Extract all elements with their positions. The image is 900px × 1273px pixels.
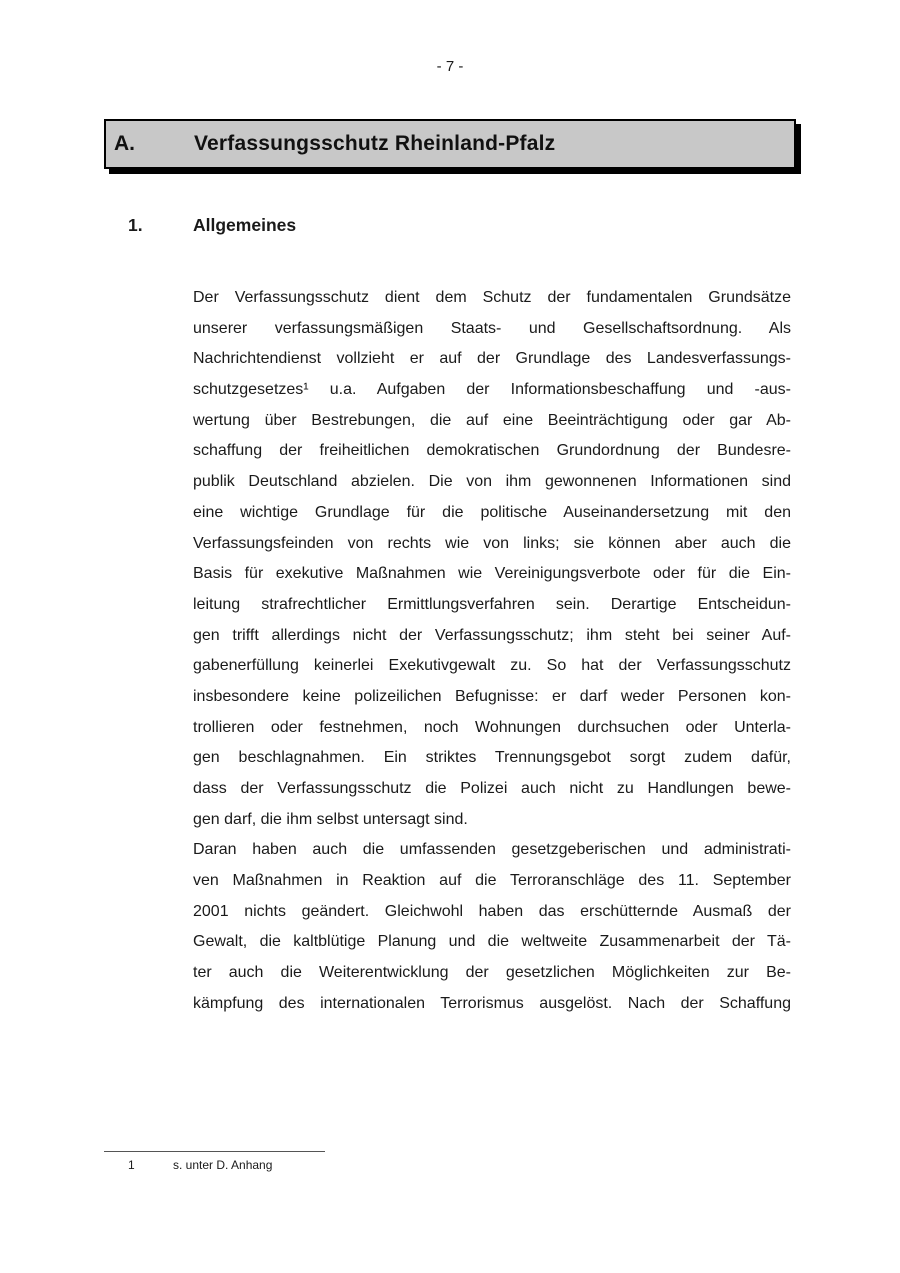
body-line: Gewalt, die kaltblütige Planung und die weltweite Zusammenarbeit der Tä-	[193, 933, 791, 951]
body-line: kämpfung des internationalen Terrorismus ausgelöst. Nach der Schaffung	[193, 994, 791, 1012]
body-line: unserer verfassungsmäßigen Staats- und Gesellschaftsordnung. Als	[193, 319, 791, 337]
body-line: ven Maßnahmen in Reaktion auf die Terroranschläge des 11. September	[193, 872, 791, 890]
paragraph-1	[193, 283, 791, 835]
footnote-area	[104, 1151, 325, 1172]
body-line: ter auch die Weiterentwicklung der gesetzlichen Möglichkeiten zur Be-	[193, 964, 791, 982]
body-line: Nachrichtendienst vollzieht er auf der Grundlage des Landesverfassungs-	[193, 350, 791, 368]
body-line: dass der Verfassungsschutz die Polizei auch nicht zu Handlungen bewe-	[193, 780, 791, 797]
body-line: gen trifft allerdings nicht der Verfassungsschutz; ihm steht bei seiner Auf-	[193, 626, 791, 644]
body-line: schaffung der freiheitlichen demokratischen Grundordnung der Bundesre-	[193, 442, 791, 460]
section-number: 1.	[128, 215, 143, 235]
body-line: 2001 nichts geändert. Gleichwohl haben das erschütternde Ausmaß der	[193, 902, 791, 920]
body-line: gabenerfüllung keinerlei Exekutivgewalt zu. So hat der Verfassungsschutz	[193, 657, 791, 675]
body-line: Der Verfassungsschutz dient dem Schutz der fundamentalen Grundsätze	[193, 289, 791, 306]
chapter-letter: A.	[114, 132, 135, 155]
body-line: gen darf, die ihm selbst untersagt sind.	[193, 810, 468, 828]
footnote-text: s. unter D. Anhang	[173, 1158, 273, 1172]
body-line: leitung strafrechtlicher Ermittlungsverfahren sein. Derartige Entscheidun-	[193, 595, 791, 613]
page-number: - 7 -	[436, 58, 464, 75]
paragraph-2	[193, 835, 791, 1019]
body-line-footnote-ref: schutzgesetzes¹ u.a. Aufgaben der Informationsbeschaffung und -aus-	[193, 381, 791, 399]
section-title: Allgemeines	[193, 215, 297, 235]
chapter-heading-box	[104, 119, 796, 169]
footnote-separator	[104, 1151, 325, 1152]
body-line: gen beschlagnahmen. Ein striktes Trennungsgebot sorgt zudem dafür,	[193, 749, 791, 767]
body-text	[193, 283, 791, 1020]
footnote-entry	[104, 1158, 325, 1172]
body-line: insbesondere keine polizeilichen Befugnisse: er darf weder Personen kon-	[193, 687, 791, 705]
chapter-title: Verfassungsschutz Rheinland-Pfalz	[194, 132, 556, 155]
body-line: wertung über Bestrebungen, die auf eine Beeinträchtigung oder gar Ab-	[193, 411, 791, 429]
body-line: eine wichtige Grundlage für die politische Auseinandersetzung mit den	[193, 503, 791, 521]
section-heading	[128, 215, 900, 236]
body-line: Verfassungsfeinden von rechts wie von links; sie können aber auch die	[193, 534, 791, 552]
body-line: trollieren oder festnehmen, noch Wohnungen durchsuchen oder Unterla-	[193, 718, 791, 736]
body-line: Daran haben auch die umfassenden gesetzgeberischen und administrati-	[193, 841, 791, 859]
body-line: publik Deutschland abzielen. Die von ihm gewonnenen Informationen sind	[193, 473, 791, 491]
footnote-marker: 1	[128, 1158, 135, 1172]
body-line: Basis für exekutive Maßnahmen wie Vereinigungsverbote oder für die Ein-	[193, 565, 791, 583]
